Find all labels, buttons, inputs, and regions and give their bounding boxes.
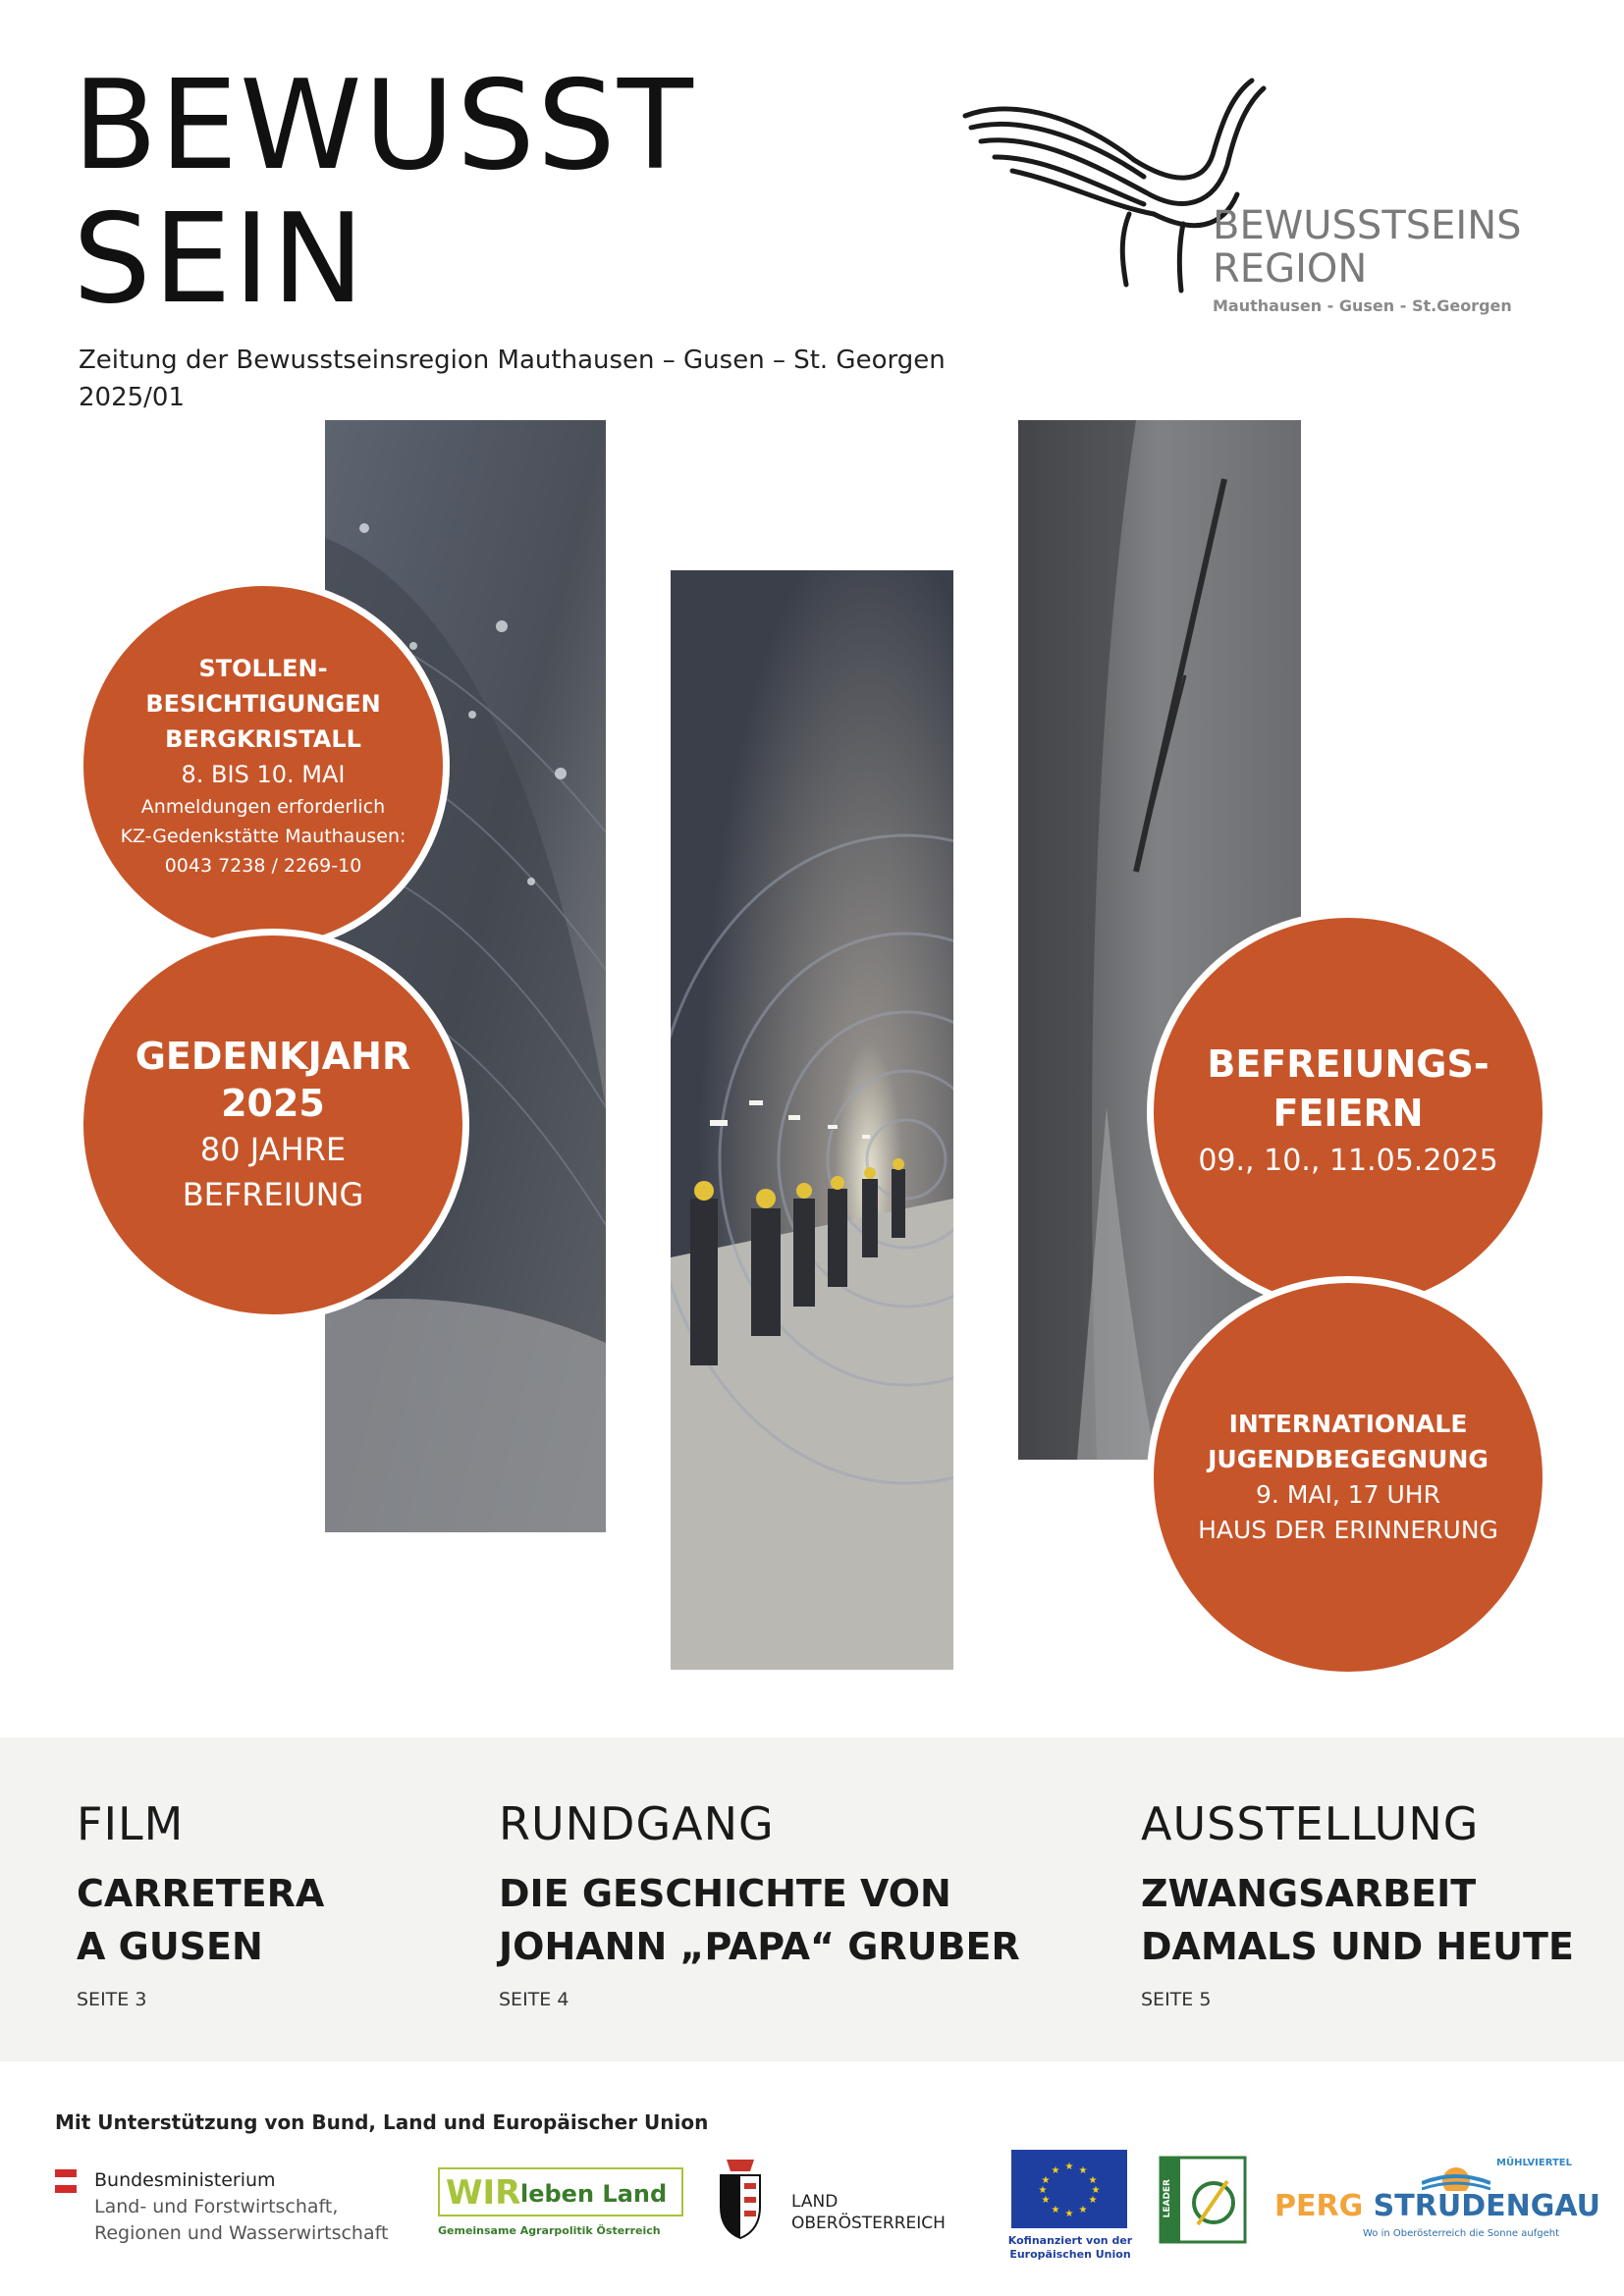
svg-text:★: ★ xyxy=(1051,2165,1060,2176)
gedenkjahr-title-1: GEDENKJAHR xyxy=(135,1035,411,1078)
svg-text:★: ★ xyxy=(1088,2195,1098,2206)
logo-line-1: BEWUSSTSEINS xyxy=(1213,203,1522,248)
svg-text:★: ★ xyxy=(1091,2185,1101,2196)
logo-land-oberoesterreich xyxy=(717,2150,972,2268)
perg-word: PERG xyxy=(1274,2189,1364,2223)
logo-line-2: REGION xyxy=(1213,246,1368,292)
sunrise-icon xyxy=(1422,2152,1490,2191)
feature-rundgang[interactable] xyxy=(499,1796,1020,2010)
circle-stollen-besichtigungen xyxy=(77,579,450,952)
stollen-title-1: STOLLEN- xyxy=(198,655,328,682)
feature-page: SEITE 3 xyxy=(77,1989,147,2010)
eu-line-2: Europäischen Union xyxy=(1009,2248,1131,2261)
svg-text:★: ★ xyxy=(1041,2175,1051,2186)
subtitle-line-1: Zeitung der Bewusstseinsregion Mauthausen – Gusen – St. Georgen xyxy=(79,346,946,375)
bmlrt-line-2: Land- und Forstwirtschaft, xyxy=(94,2196,339,2217)
feature-category: FILM xyxy=(77,1797,185,1850)
feature-title-line-2: DAMALS UND HEUTE xyxy=(1141,1925,1574,1968)
stollen-note-2: KZ-Gedenkstätte Mauthausen: xyxy=(120,826,406,847)
support-notice: Mit Unterstützung von Bund, Land und Europäischer Union xyxy=(55,2110,709,2134)
circle-befreiungsfeiern xyxy=(1147,911,1549,1313)
jugend-title-1: INTERNATIONALE xyxy=(1228,1410,1468,1438)
gedenkjahr-sub-2: BEFREIUNG xyxy=(182,1176,364,1213)
strudengau-word: STRUDENGAU xyxy=(1373,2189,1600,2223)
issue-number: 2025/01 xyxy=(79,383,186,412)
logo-leader xyxy=(1159,2150,1257,2268)
feature-title-line-1: DIE GESCHICHTE VON xyxy=(499,1872,951,1915)
logo-bmlrt xyxy=(55,2150,428,2268)
feature-page: SEITE 5 xyxy=(1141,1989,1212,2010)
svg-text:★: ★ xyxy=(1038,2185,1048,2196)
svg-text:★: ★ xyxy=(1088,2175,1098,2186)
circle-jugendbegegnung xyxy=(1147,1276,1549,1679)
perg-tagline: Wo in Oberösterreich die Sonne aufgeht xyxy=(1363,2228,1560,2239)
logo-wordmark xyxy=(1213,204,1522,315)
befreiung-title-1: BEFREIUNGS- xyxy=(1207,1042,1489,1086)
ooe-line-2: OBERÖSTERREICH xyxy=(791,2214,946,2233)
coat-of-arms-icon xyxy=(717,2154,764,2242)
stollen-date: 8. BIS 10. MAI xyxy=(181,761,346,788)
stollen-title-2: BESICHTIGUNGEN xyxy=(145,690,381,718)
svg-text:★: ★ xyxy=(1064,2162,1074,2172)
svg-text:★: ★ xyxy=(1078,2205,1088,2216)
feature-title-line-2: A GUSEN xyxy=(77,1925,263,1968)
masthead-line-2: SEIN xyxy=(73,187,367,331)
feature-category: RUNDGANG xyxy=(499,1797,775,1850)
logo-line-3: Mauthausen - Gusen - St.Georgen xyxy=(1213,296,1512,315)
feature-film[interactable] xyxy=(77,1796,324,2010)
feature-title-line-1: CARRETERA xyxy=(77,1872,325,1915)
masthead-line-1: BEWUSST xyxy=(73,53,695,197)
austria-flag-icon xyxy=(55,2169,77,2195)
feature-page: SEITE 4 xyxy=(499,1989,569,2010)
feature-ausstellung[interactable] xyxy=(1141,1796,1574,2010)
befreiung-date: 09., 10., 11.05.2025 xyxy=(1198,1144,1498,1178)
newspaper-subtitle xyxy=(79,342,946,416)
leader-text: LEADER xyxy=(1163,2179,1172,2218)
feature-title-line-1: ZWANGSARBEIT xyxy=(1141,1872,1477,1915)
eu-flag-icon xyxy=(1011,2150,1127,2228)
ooe-line-1: LAND xyxy=(791,2192,839,2212)
bmlrt-line-1: Bundesministerium xyxy=(94,2169,276,2191)
wir-text: leben Land xyxy=(520,2180,668,2208)
jugend-place: HAUS DER ERINNERUNG xyxy=(1198,1516,1498,1544)
stollen-title-3: BERGKRISTALL xyxy=(165,725,361,753)
stollen-note-3: 0043 7238 / 2269-10 xyxy=(164,855,362,877)
svg-text:★: ★ xyxy=(1051,2205,1060,2216)
tunnel-photo-center xyxy=(671,570,953,1670)
feature-title-line-2: JOHANN „PAPA“ GRUBER xyxy=(499,1925,1020,1968)
bmlrt-line-3: Regionen und Wasserwirtschaft xyxy=(94,2222,389,2244)
gedenkjahr-title-2: 2025 xyxy=(221,1082,325,1125)
jugend-date: 9. MAI, 17 UHR xyxy=(1256,1480,1440,1509)
eu-line-1: Kofinanziert von der xyxy=(1007,2234,1133,2247)
logo-wir-leben-land xyxy=(434,2150,687,2268)
gedenkjahr-sub-1: 80 JAHRE xyxy=(199,1131,347,1168)
stollen-note-1: Anmeldungen erforderlich xyxy=(140,796,386,818)
svg-text:★: ★ xyxy=(1041,2195,1051,2206)
svg-text:★: ★ xyxy=(1064,2209,1074,2219)
jugend-title-2: JUGENDBEGEGNUNG xyxy=(1208,1445,1489,1473)
masthead-title xyxy=(73,53,695,331)
wir-mark: WIR xyxy=(446,2173,521,2213)
befreiung-title-2: FEIERN xyxy=(1272,1092,1424,1135)
circle-gedenkjahr xyxy=(77,929,469,1321)
svg-text:★: ★ xyxy=(1078,2165,1088,2176)
logo-eu xyxy=(1001,2150,1139,2268)
feature-category: AUSSTELLUNG xyxy=(1141,1797,1480,1850)
logo-perg-strudengau xyxy=(1274,2150,1600,2268)
wir-caption: Gemeinsame Agrarpolitik Österreich xyxy=(438,2224,661,2237)
region-logo xyxy=(957,67,1566,322)
perg-region: MÜHLVIERTEL xyxy=(1496,2158,1573,2168)
